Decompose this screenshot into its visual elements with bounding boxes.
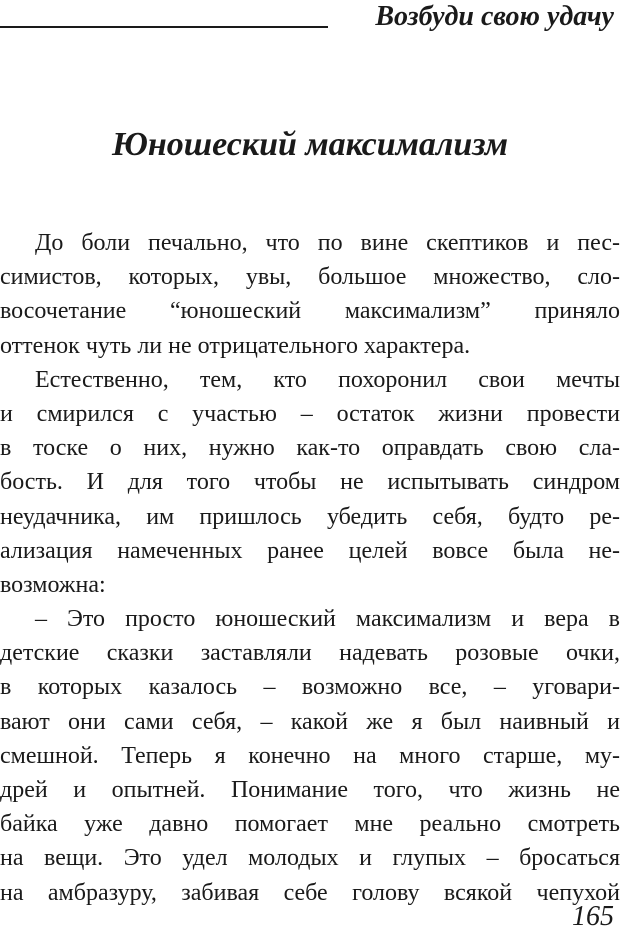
- text-line: возможна:: [0, 571, 106, 598]
- text-line: восочетание “юношеский максимализм” приняло: [0, 298, 620, 325]
- text-line: в тоске о них, нужно как-то оправдать свою сла-: [0, 435, 620, 462]
- text-line: на вещи. Это удел молодых и глупых – бросаться: [0, 845, 620, 872]
- chapter-title: Юношеский максимализм: [112, 126, 508, 163]
- text-line: дрей и опытней. Понимание того, что жизнь не: [0, 777, 620, 803]
- running-head: Возбуди свою удачу: [375, 1, 614, 32]
- text-line: – Это просто юношеский максимализм и вера в: [35, 606, 620, 633]
- page-number: 165: [572, 901, 614, 932]
- text-line: Естественно, тем, кто похоронил свои мечты: [35, 366, 620, 393]
- header-rule: [0, 26, 328, 28]
- body-text: [0, 226, 620, 910]
- text-line: в которых казалось – возможно все, – уговари-: [0, 674, 620, 701]
- text-line: оттенок чуть ли не отрицательного характера.: [0, 332, 471, 359]
- text-line: на амбразуру, забивая себе голову всякой чепухой: [0, 879, 620, 906]
- text-line: смешной. Теперь я конечно на много старше, му-: [0, 742, 620, 769]
- text-line: байка уже давно помогает мне реально смотреть: [0, 811, 620, 838]
- text-line: вают они сами себя, – какой же я был наивный и: [0, 708, 620, 735]
- text-line: ализация намеченных ранее целей вовсе была не-: [0, 537, 620, 564]
- text-line: неудачника, им пришлось убедить себя, будто ре-: [0, 503, 620, 530]
- text-line: детские сказки заставляли надевать розовые очки,: [0, 640, 620, 667]
- text-line: До боли печально, что по вине скептиков и пес-: [35, 230, 620, 256]
- text-line: симистов, которых, увы, большое множество, сло-: [0, 264, 620, 291]
- text-line: и смирился с участью – остаток жизни провести: [0, 400, 620, 427]
- text-line: бость. И для того чтобы не испытывать синдром: [0, 469, 620, 496]
